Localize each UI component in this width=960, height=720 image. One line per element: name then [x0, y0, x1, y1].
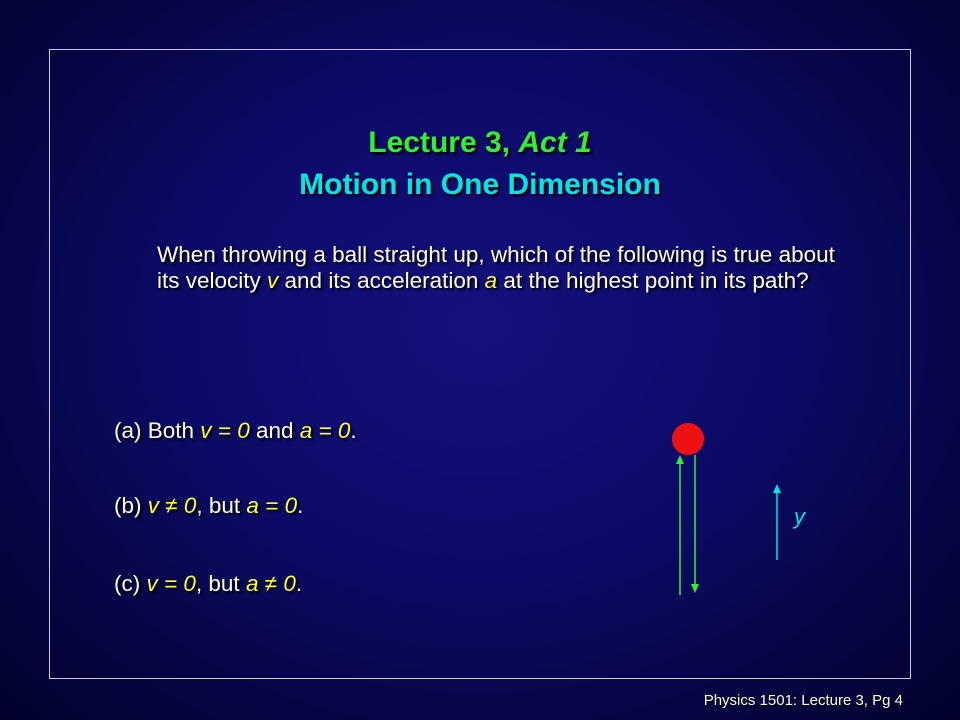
option-b-mid: , but	[196, 493, 247, 518]
option-a-mid: and	[249, 418, 300, 443]
down-arrow-icon	[691, 455, 699, 593]
title-main: Lecture 3,	[368, 126, 519, 159]
option-b-expr2: a = 0	[246, 493, 298, 518]
option-c-expr2: a ≠ 0	[245, 571, 296, 596]
y-axis-arrow-icon	[773, 484, 781, 560]
ball-icon	[672, 423, 704, 455]
option-a-expr1: v = 0	[200, 418, 250, 443]
title-emphasis: Act 1	[518, 126, 592, 159]
question-part2: and its acceleration	[278, 268, 485, 293]
slide-footer: Physics 1501: Lecture 3, Pg 4	[703, 692, 903, 709]
up-arrow-icon	[676, 455, 684, 595]
option-a-suffix: .	[350, 418, 357, 443]
question-text	[157, 242, 857, 294]
option-c-expr1: v = 0	[146, 571, 196, 596]
question-part3: at the highest point in its path?	[497, 268, 809, 293]
motion-diagram	[660, 415, 800, 605]
slide-subtitle: Motion in One Dimension	[299, 168, 661, 201]
question-part1: When throwing a ball straight up, which of the following is true about its velocity	[157, 242, 835, 293]
option-c-suffix: .	[295, 571, 303, 596]
option-b-prefix: (b)	[114, 493, 148, 518]
option-a[interactable]	[114, 417, 357, 445]
option-c-prefix: (c)	[114, 571, 147, 596]
option-a-expr2: a = 0	[299, 418, 351, 443]
question-a: a	[484, 268, 498, 293]
option-b-expr1: v ≠ 0	[147, 493, 197, 518]
option-b-suffix: .	[297, 493, 304, 518]
y-axis-label: y	[794, 504, 805, 529]
question-v: v	[267, 268, 279, 293]
option-c-mid: , but	[195, 571, 246, 596]
option-c[interactable]	[114, 570, 302, 598]
option-a-prefix: (a) Both	[114, 418, 201, 443]
option-b[interactable]	[114, 492, 303, 520]
slide-title	[49, 124, 911, 162]
